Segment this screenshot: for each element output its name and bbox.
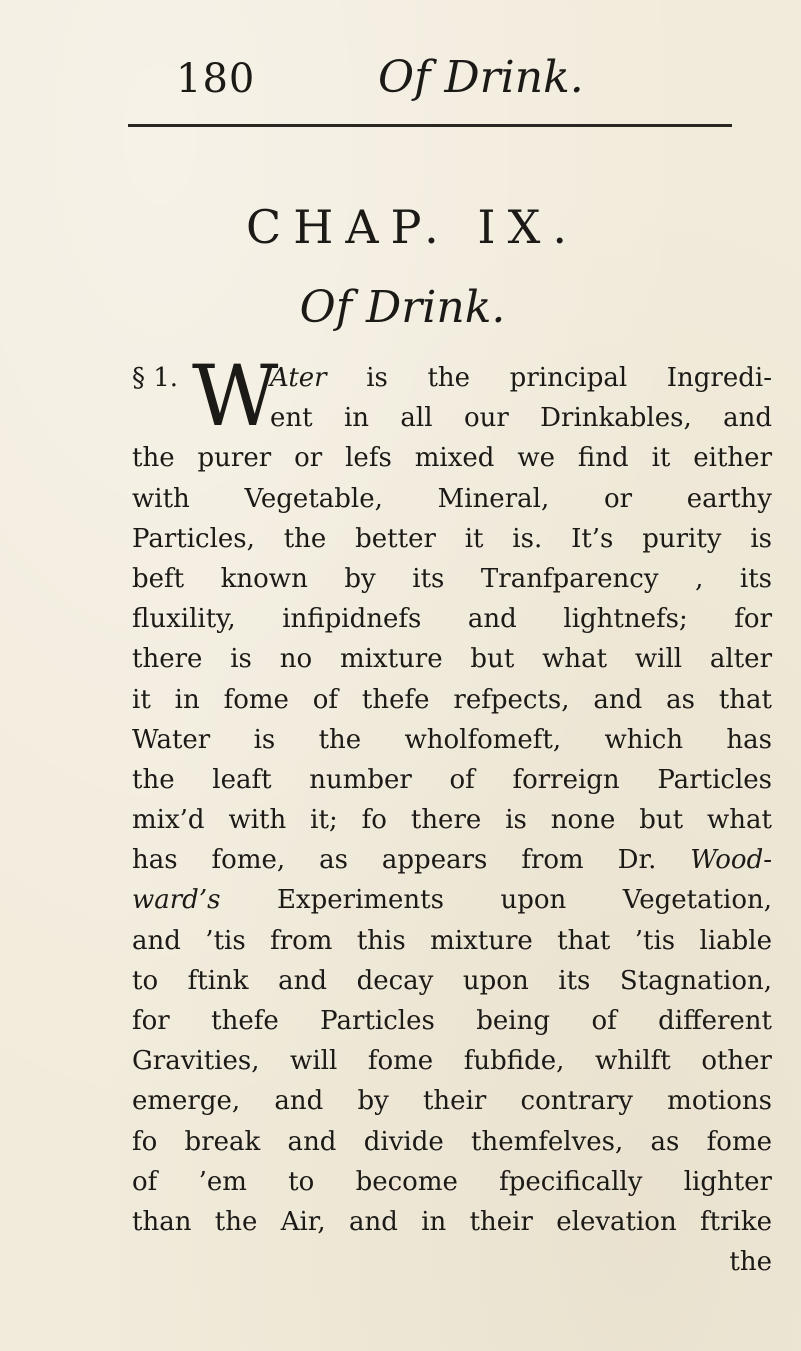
text-line: beft known by its Tranfparency , its [132,563,772,594]
text-line: the purer or lefs mixed we find it either [132,443,772,474]
text-line: for thefe Particles being of different [132,1006,772,1036]
text-line: mix’d with it; fo there is none but what [132,805,772,836]
body-paragraph [132,347,772,1282]
text-line: the leaft number of forreign Particles [132,764,772,795]
text-line: there is no mixture but what will alter [132,644,772,675]
line-text: has fome, as appears from Dr. [132,845,691,876]
drop-cap: W [192,347,279,445]
text-line: ent in all our Drinkables, and [270,403,772,434]
italic-word: Wood- [690,845,772,876]
text-line [132,880,772,920]
text-line: fo break and divide themfelves, as fome [132,1126,772,1157]
running-title: Of Drink. [378,52,584,103]
section-mark: § 1. [132,363,179,393]
text-line: Particles, the better it is. It’s purity is [132,523,772,554]
text-line: Water is the wholfomeft, which has [132,724,772,755]
text-line: to ftink and decay upon its Stagnation, [132,965,772,996]
italic-word: ward’s [132,885,221,916]
line-text: Experiments upon Vegetation, [220,885,772,916]
text-line: of ’em to become fpecifically lighter [132,1166,772,1197]
text-line: than the Air, and in their elevation ftrike [132,1206,772,1237]
chapter-heading: CHAP. IX. [246,200,579,254]
italic-word: Ater [270,363,327,393]
text-line: Gravities, will fome fubfide, whilft other [132,1046,772,1077]
text-line: emerge, and by their contrary motions [132,1086,772,1117]
text-line [132,840,772,880]
running-head [0,52,801,112]
page-number: 180 [176,56,256,102]
line-text: is the principal Ingredi- [326,363,772,393]
text-line: and ’tis from this mixture that ’tis liable [132,925,772,956]
text-line: with Vegetable, Mineral, or earthy [132,483,772,514]
chapter-subtitle: Of Drink. [299,282,506,333]
header-rule [128,124,732,127]
catchword: the [729,1247,772,1278]
text-line: it in fome of thefe refpects, and as that [132,684,772,715]
text-line: fluxility, infipidnefs and lightnefs; for [132,604,772,635]
